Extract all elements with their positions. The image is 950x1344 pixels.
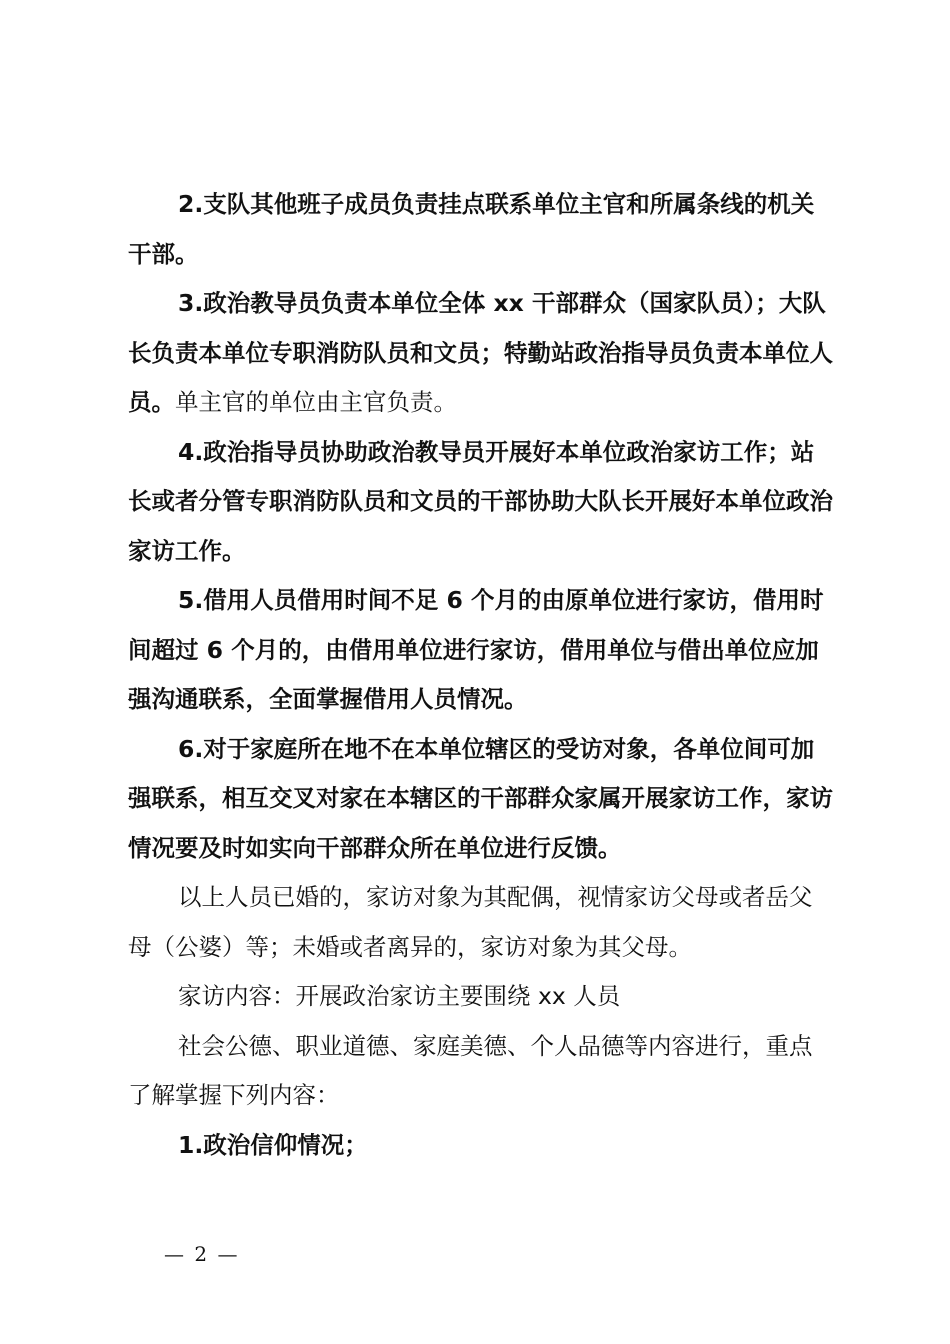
page-number: — 2 — [164,1242,240,1266]
paragraph-item-3-bold: 3.政治教导员负责本单位全体 xx 干部群众（国家队员）；大队长负责本单位专职消防队员和文员；特勤站政治指导员负责本单位人员。 [128,289,833,416]
paragraph-visit-focus: 社会公德、职业道德、家庭美德、个人品德等内容进行，重点了解掌握下列内容： [128,1031,813,1109]
document-body [128,180,834,1170]
paragraph-visit-content: 家访内容：开展政治家访主要围绕 xx 人员 [178,982,621,1010]
paragraph-item-5: 5.借用人员借用时间不足 6 个月的由原单位进行家访，借用时间超过 6 个月的，由借用单位进行家访，借用单位与借出单位应加强沟通联系，全面掌握借用人员情况。 [128,586,824,713]
paragraph-item-3 [128,279,834,428]
paragraph-family-scope: 以上人员已婚的，家访对象为其配偶，视情家访父母或者岳父母（公婆）等；未婚或者离异的，家访对象为其父母。 [128,883,813,961]
paragraph-item-6: 6.对于家庭所在地不在本单位辖区的受访对象，各单位间可加强联系，相互交叉对家在本辖区的干部群众家属开展家访工作，家访情况要及时如实向干部群众所在单位进行反馈。 [128,734,833,862]
paragraph-item-3-tail: 单主官的单位由主官负责。 [175,388,457,416]
paragraph-item-4: 4.政治指导员协助政治教导员开展好本单位政治家访工作；站长或者分管专职消防队员和文员的干部协助大队长开展好本单位政治家访工作。 [128,437,833,565]
paragraph-item-2: 2.支队其他班子成员负责挂点联系单位主官和所属条线的机关干部。 [128,190,815,268]
paragraph-list-item-1: 1.政治信仰情况； [178,1130,368,1159]
